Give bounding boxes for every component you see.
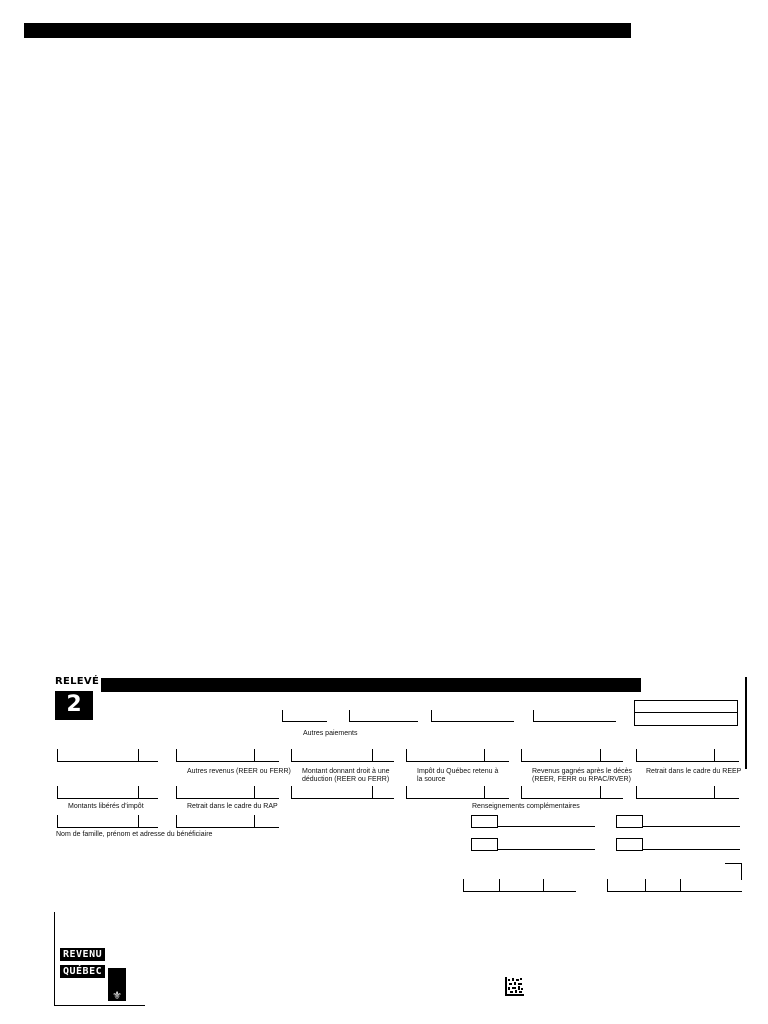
renseignement-value-3[interactable]: [498, 849, 595, 850]
label-montant-deduction: Montant donnant droit à une déduction (REER ou FERR): [302, 768, 390, 783]
field-row2-col2[interactable]: [176, 786, 279, 799]
field-row3-col2[interactable]: [176, 815, 279, 828]
top-right-box-lower[interactable]: [634, 712, 738, 726]
barcode-icon: [505, 977, 524, 996]
autres-paiements-field-2[interactable]: [349, 710, 418, 722]
label-retrait-reep: Retrait dans le cadre du REEP: [646, 768, 742, 775]
field-row2-col6[interactable]: [636, 786, 739, 799]
field-row1-col6[interactable]: [636, 749, 739, 762]
autres-paiements-field-3[interactable]: [431, 710, 514, 722]
segmented-field-left[interactable]: [463, 879, 576, 892]
autres-paiements-label: Autres paiements: [303, 730, 358, 737]
label-autres-revenus: Autres revenus (REER ou FERR): [187, 768, 291, 775]
logo-line-1: REVENU: [60, 948, 105, 961]
field-row1-col5[interactable]: [521, 749, 623, 762]
label-montants-liberes: Montants libérés d'impôt: [68, 803, 144, 810]
form-title: RELEVÉ: [55, 676, 100, 687]
renseignement-code-2[interactable]: [616, 815, 643, 828]
logo-line-2: QUÉBEC: [60, 965, 105, 978]
field-row2-col1[interactable]: [57, 786, 158, 799]
form-number: 2: [55, 691, 93, 720]
segmented-field-right[interactable]: [607, 879, 742, 892]
label-nom-beneficiaire: Nom de famille, prénom et adresse du bénéficiaire: [56, 831, 213, 838]
right-rule: [745, 677, 747, 769]
renseignement-value-4[interactable]: [643, 849, 740, 850]
renseignement-code-3[interactable]: [471, 838, 498, 851]
label-renseignements: Renseignements complémentaires: [472, 803, 580, 810]
autres-paiements-field-1[interactable]: [282, 710, 327, 722]
field-row1-col1[interactable]: [57, 749, 158, 762]
label-impot-quebec: Impôt du Québec retenu à la source: [417, 768, 499, 783]
autres-paiements-field-4[interactable]: [533, 710, 616, 722]
field-row1-col4[interactable]: [406, 749, 509, 762]
label-revenus-deces: Revenus gagnés après le décès (REER, FERR ou RPAC/RVER): [532, 768, 633, 783]
field-row1-col3[interactable]: [291, 749, 394, 762]
renseignement-code-4[interactable]: [616, 838, 643, 851]
revenu-quebec-logo: [60, 948, 126, 1002]
field-row1-col2[interactable]: [176, 749, 279, 762]
form-header-bar: [101, 678, 641, 692]
renseignement-value-1[interactable]: [498, 826, 595, 827]
top-header-bar: [24, 23, 631, 38]
corner-mark: [725, 863, 742, 880]
field-row2-col5[interactable]: [521, 786, 623, 799]
renseignement-value-2[interactable]: [643, 826, 740, 827]
field-row3-col1[interactable]: [57, 815, 158, 828]
renseignement-code-1[interactable]: [471, 815, 498, 828]
label-retrait-rap: Retrait dans le cadre du RAP: [187, 803, 278, 810]
fleur-de-lis-icon: ⚜: [108, 968, 126, 1001]
field-row2-col4[interactable]: [406, 786, 509, 799]
field-row2-col3[interactable]: [291, 786, 394, 799]
